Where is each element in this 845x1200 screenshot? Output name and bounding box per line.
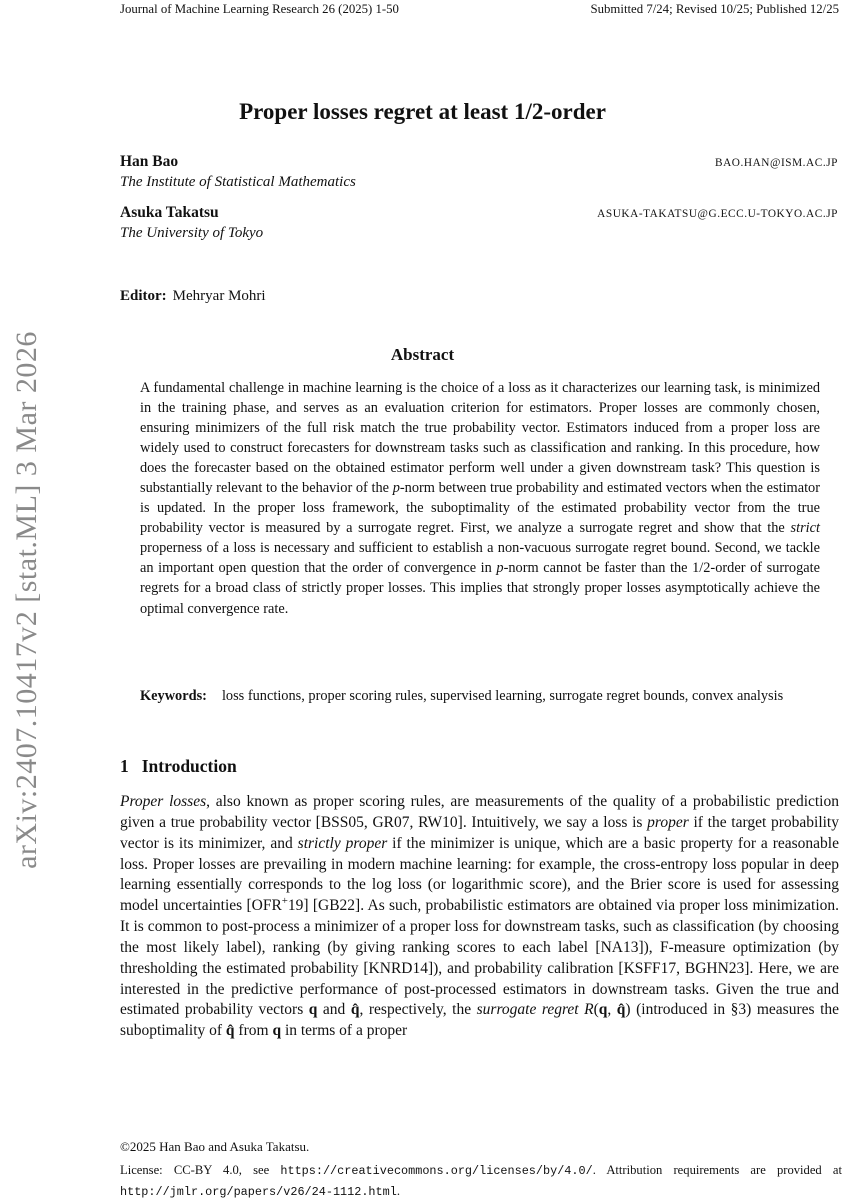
text-run: strict: [790, 520, 820, 537]
author-affiliation: The University of Tokyo: [120, 225, 264, 241]
text-run: -norm cannot be faster than the 1/2-order of surrogate regrets for a broad class of strictly proper losses. This implies that strongly proper losses asymptotically achieve the optimal convergence rate.: [140, 560, 820, 617]
text-run: , respectively, the: [359, 1001, 477, 1019]
text-run: ) (introduced in §3) measures the suboptimality of: [120, 1001, 840, 1040]
text-run: in terms of a proper: [281, 1022, 408, 1040]
text-run: q: [598, 1001, 608, 1019]
text-run: if the minimizer is unique, which are a basic property for a reasonable loss. Proper losses are prevailing in modern machine learning: for example, the cross-entropy loss popular in deep learning essentially corresponds to the log loss (or logarithmic score), and the Brier score is used for assessing model uncertainties [OFR: [120, 834, 839, 915]
text-run: License: CC-BY 4.0, see: [120, 1163, 281, 1177]
editor-label: Editor:: [120, 288, 167, 304]
text-run: q: [272, 1022, 282, 1040]
text-run: properness of a loss is necessary and sufficient to establish a non-vacuous surrogate regret bound. Second, we tackle an important open question that the order of convergence in: [140, 540, 820, 577]
text-run: p: [496, 560, 504, 577]
editor-name: Mehryar Mohri: [172, 288, 266, 304]
keywords-text: loss functions, proper scoring rules, supervised learning, surrogate regret bounds, convex analysis: [221, 688, 784, 704]
intro-paragraph: [120, 792, 839, 1042]
text-run: p: [392, 480, 400, 497]
text-run: . Attribution requirements are provided at: [592, 1163, 842, 1177]
page-header: [120, 2, 839, 17]
text-run: ,: [607, 1001, 617, 1019]
license-text: [120, 1161, 842, 1200]
text-run: and: [317, 1001, 351, 1019]
text-run: q̂: [350, 1001, 360, 1019]
paper-title: Proper losses regret at least 1/2-order: [239, 99, 606, 124]
link-url[interactable]: http://jmlr.org/papers/v26/24-1112.html: [120, 1184, 397, 1199]
text-run: q̂: [225, 1022, 235, 1040]
author-email: BAO.HAN@ISM.AC.JP: [714, 157, 838, 169]
author-row: [120, 204, 838, 242]
text-run: Proper losses: [120, 793, 207, 810]
text-run: , also known as proper scoring rules, are measurements of the quality of a probabilistic prediction given a true probability vector [BSS05, GR07, RW10]. Intuitively, we say a loss is: [120, 793, 839, 831]
author-name: Asuka Takatsu: [120, 204, 219, 221]
text-run: +: [281, 895, 288, 908]
submission-history: Submitted 7/24; Revised 10/25; Published 12/25: [590, 2, 839, 16]
abstract-heading: Abstract: [390, 345, 455, 364]
text-run: strictly proper: [297, 834, 388, 852]
text-run: 19] [GB22]. As such, probabilistic estimators are obtained via proper loss minimization. It is common to post-process a minimizer of a proper loss for downstream tasks, such as classification (by choosing the most likely label), ranking (by giving ranking scores to each label [NA13]), F-measure optimization (by thresholding the estimated probability [KNRD14]), and probability calibration [KSFF17, BGHN23]. Here, we are interested in the predictive performance of post-processed estimators in downstream tasks. Given the true and estimated probability vectors: [120, 897, 839, 1019]
journal-reference: Journal of Machine Learning Research 26 (2025) 1-50: [120, 2, 399, 16]
author-name: Han Bao: [120, 153, 179, 170]
text-run: if the target probability vector is its minimizer, and: [120, 813, 839, 852]
text-run: q̂: [616, 1001, 626, 1019]
text-run: A fundamental challenge in machine learning is the choice of a loss as it characterizes our learning task, is minimized in the training phase, and serves as an evaluation criterion for estimators. Proper losses are commonly chosen, ensuring minimizers of the full risk match the true probability vector. Estimators induced from a proper loss are widely used to construct forecasters for downstream tasks such as classification and ranking. In this procedure, how does the forecaster based on the obtained estimator perform well under a given downstream task? This question is substantially relevant to the behavior of the: [140, 380, 820, 497]
section-title: Introduction: [141, 756, 237, 776]
keywords-line: [140, 686, 820, 706]
text-run: (: [593, 1001, 599, 1019]
copyright-line: ©2025 Han Bao and Asuka Takatsu.: [120, 1139, 310, 1154]
author-block: [120, 153, 838, 255]
text-run: from: [234, 1022, 273, 1040]
text-run: q: [308, 1001, 318, 1019]
author-email: ASUKA-TAKATSU@G.ECC.U-TOKYO.AC.JP: [597, 208, 838, 220]
text-run: surrogate regret R: [476, 1001, 594, 1019]
text-run: .: [396, 1183, 400, 1198]
link-url[interactable]: https://creativecommons.org/licenses/by/4.0/: [280, 1164, 593, 1178]
arxiv-watermark: arXiv:2407.10417v2 [stat.ML] 3 Mar 2026: [10, 331, 43, 869]
keywords-label: Keywords:: [140, 688, 207, 704]
editor-line: [120, 288, 823, 305]
section-number: 1: [120, 756, 129, 776]
abstract-text: [140, 378, 820, 619]
author-affiliation: The Institute of Statistical Mathematics: [120, 174, 356, 190]
section-heading: [120, 756, 237, 777]
author-row: [120, 153, 838, 191]
text-run: -norm between true probability and estimated vectors when the estimator is updated. In the proper loss framework, the suboptimality of the estimated probability vector from the true probability vector is measured by a surrogate regret. First, we analyze a surrogate regret and show that the: [140, 480, 821, 537]
text-run: proper: [647, 813, 689, 831]
